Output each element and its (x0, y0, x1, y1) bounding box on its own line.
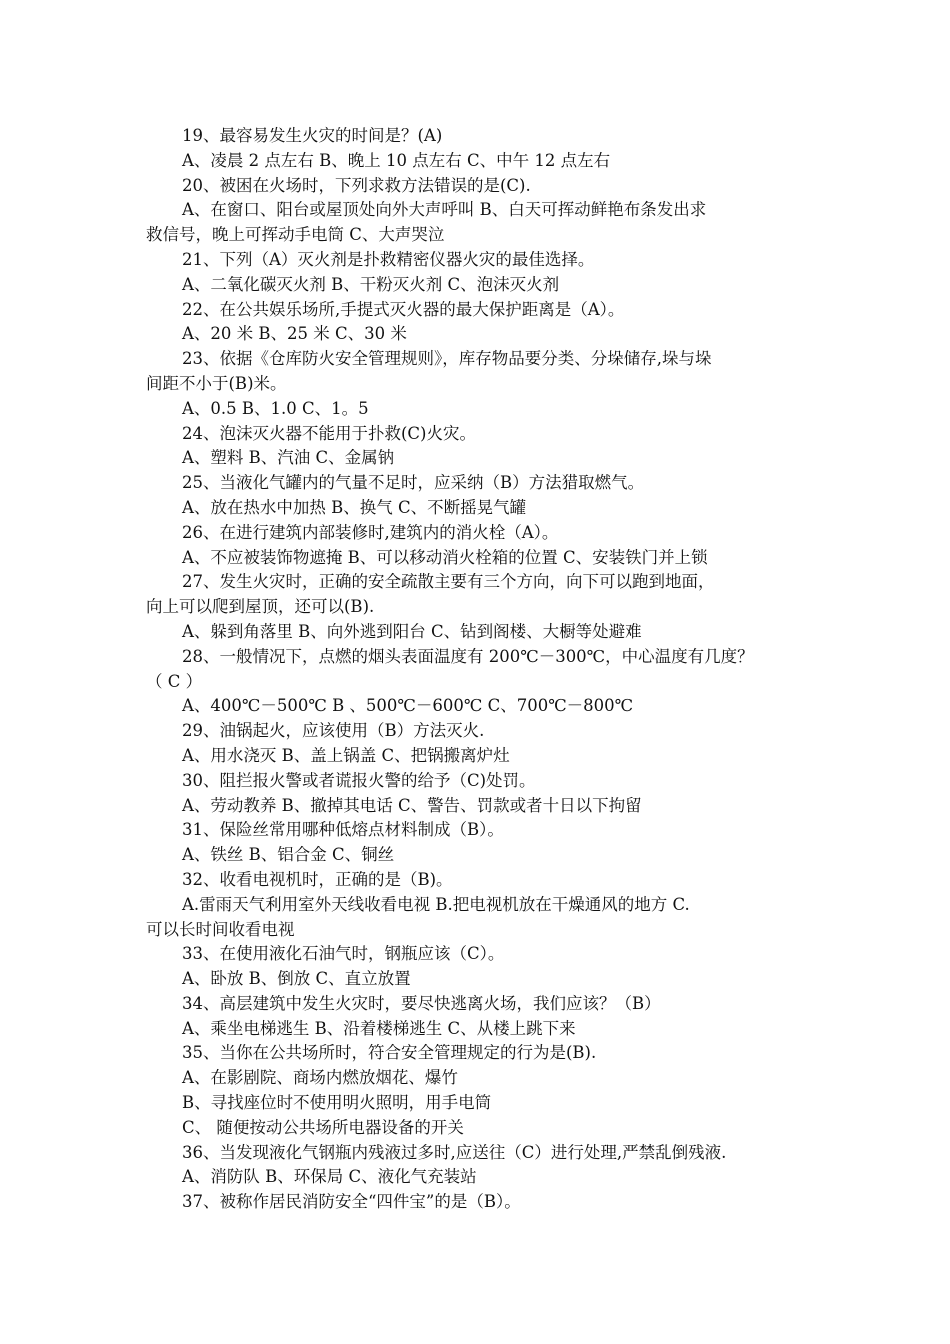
question-line: 20、被困在火场时，下列求救方法错误的是(C). (182, 175, 531, 195)
quiz-text-body (146, 124, 816, 1215)
options-line: C、 随便按动公共场所电器设备的开关 (182, 1117, 464, 1137)
question-line: 29、油锅起火，应该使用（B）方法灭火. (182, 721, 485, 741)
question-line: 34、高层建筑中发生火灾时，要尽快逃离火场，我们应该？（B） (182, 993, 661, 1013)
options-line: A、躲到角落里 B、向外逃到阳台 C、钻到阁楼、大橱等处避难 (182, 621, 642, 641)
continuation-line: 间距不小于(B)米。 (146, 373, 287, 393)
question-line: 27、发生火灾时，正确的安全疏散主要有三个方向，向下可以跑到地面， (182, 572, 715, 592)
question-line: 36、当发现液化气钢瓶内残液过多时,应送往（C）进行处理,严禁乱倒残液. (182, 1142, 727, 1162)
question-line: 21、下列（A）灭火剂是扑救精密仪器火灾的最佳选择。 (182, 249, 595, 269)
question-line: 32、收看电视机时，正确的是（B)。 (182, 869, 453, 889)
options-line: A、在窗口、阳台或屋顶处向外大声呼叫 B、白天可挥动鲜艳布条发出求 (182, 200, 707, 220)
options-line: A、塑料 B、汽油 C、金属钠 (182, 448, 395, 468)
question-line: 24、泡沫灭火器不能用于扑救(C)火灾。 (182, 423, 476, 443)
question-line: 28、一般情况下，点燃的烟头表面温度有 200℃－300℃，中心温度有几度？ (182, 646, 754, 666)
options-line: A、劳动教养 B、撤掉其电话 C、警告、罚款或者十日以下拘留 (182, 795, 642, 815)
options-line: A、400℃－500℃ B 、500℃－600℃ C、700℃－800℃ (182, 696, 634, 716)
options-line: A、0.5 B、1.0 C、1。5 (182, 398, 369, 418)
options-line: A、不应被装饰物遮掩 B、可以移动消火栓箱的位置 C、安装铁门并上锁 (182, 547, 708, 567)
options-line: A、放在热水中加热 B、换气 C、不断摇晃气罐 (182, 497, 527, 517)
question-line: 35、当你在公共场所时，符合安全管理规定的行为是(B). (182, 1043, 597, 1063)
options-line: A、二氧化碳灭火剂 B、干粉灭火剂 C、泡沫灭火剂 (182, 274, 560, 294)
question-line: 19、最容易发生火灾的时间是？(A) (182, 126, 443, 145)
options-line: A、20 米 B、25 米 C、30 米 (182, 324, 407, 344)
options-line: A、凌晨 2 点左右 B、晚上 10 点左右 C、中午 12 点左右 (182, 150, 611, 170)
question-line: 25、当液化气罐内的气量不足时，应采纳（B）方法猎取燃气。 (182, 473, 645, 493)
options-line: A.雷雨天气利用室外天线收看电视 B.把电视机放在干燥通风的地方 C. (182, 894, 690, 914)
question-line: 26、在进行建筑内部装修时,建筑内的消火栓（A）。 (182, 522, 559, 542)
question-line: 31、保险丝常用哪种低熔点材料制成（B）。 (182, 820, 504, 840)
question-line: 22、在公共娱乐场所,手提式灭火器的最大保护距离是（A）。 (182, 299, 625, 319)
question-line: 23、依据《仓库防火安全管理规则》，库存物品要分类、分垛储存,垛与垛 (182, 349, 712, 369)
question-line: 37、被称作居民消防安全“四件宝”的是（B）。 (182, 1192, 521, 1212)
options-line: A、铁丝 B、铝合金 C、铜丝 (182, 845, 395, 865)
options-line: B、寻找座位时不使用明火照明，用手电筒 (182, 1093, 492, 1113)
continuation-line: 救信号，晚上可挥动手电筒 C、大声哭泣 (146, 225, 445, 245)
options-line: A、在影剧院、商场内燃放烟花、爆竹 (182, 1068, 458, 1088)
options-line: A、消防队 B、环保局 C、液化气充装站 (182, 1167, 477, 1187)
question-line: 33、在使用液化石油气时，钢瓶应该（C）。 (182, 944, 505, 964)
options-line: A、用水浇灭 B、盖上锅盖 C、把锅搬离炉灶 (182, 745, 510, 765)
options-line: A、卧放 B、倒放 C、直立放置 (182, 969, 411, 989)
options-line: A、乘坐电梯逃生 B、沿着楼梯逃生 C、从楼上跳下来 (182, 1018, 576, 1038)
continuation-line: （ C ） (146, 671, 203, 691)
continuation-line: 向上可以爬到屋顶，还可以(B). (146, 597, 375, 617)
question-line: 30、阻拦报火警或者谎报火警的给予（C)处罚。 (182, 770, 536, 790)
continuation-line: 可以长时间收看电视 (146, 919, 295, 939)
